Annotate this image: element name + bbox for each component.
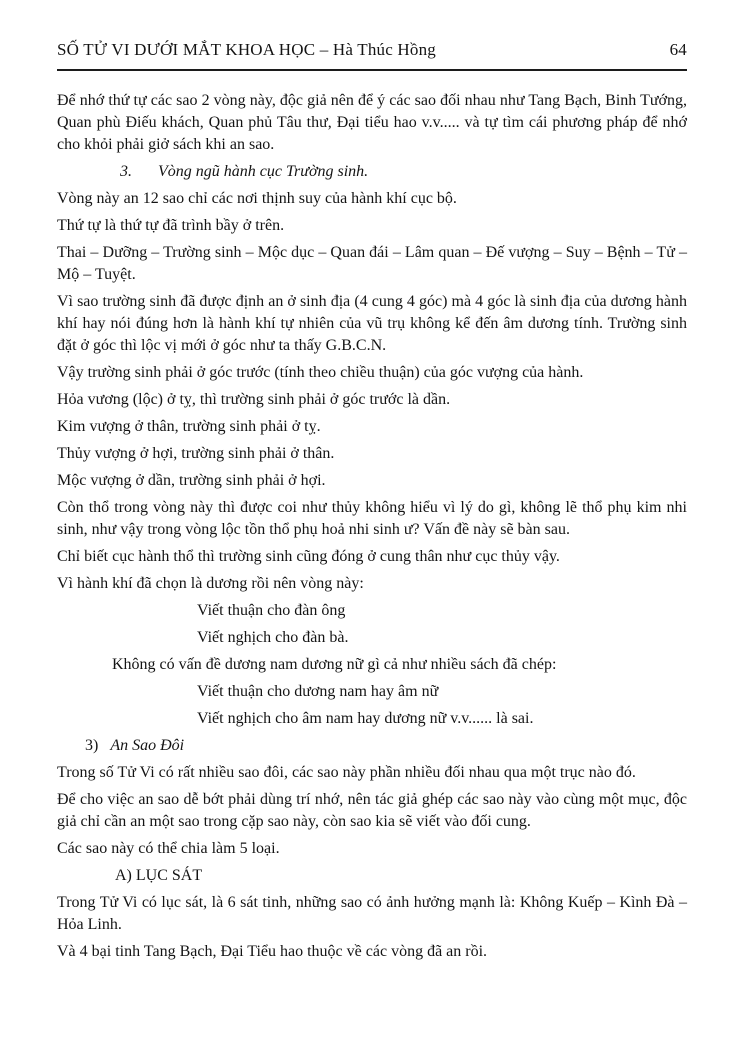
paragraph-indented: Không có vấn đề dương nam dương nữ gì cả như nhiều sách đã chép:	[112, 656, 557, 673]
paragraph: Mộc vượng ở dần, trường sinh phải ở hợi.	[57, 472, 326, 489]
section-number: 3)	[85, 737, 99, 754]
running-header	[57, 40, 687, 71]
paragraph: Hỏa vương (lộc) ở tỵ, thì trường sinh phải ở góc trước là dần.	[57, 391, 451, 408]
paragraph: Vòng này an 12 sao chỉ các nơi thịnh suy của hành khí cục bộ.	[57, 190, 457, 207]
page-number: 64	[669, 40, 687, 59]
paragraph: Thủy vượng ở hợi, trường sinh phải ở thân.	[57, 445, 335, 462]
paragraph-intro: Để nhớ thứ tự các sao 2 vòng này, độc giả nên để ý các sao đối nhau như Tang Bạch, Binh Tướng, Quan phù Điếu khách, Quan phủ Tâu thư, Đại tiểu hao v.v..... và tự tìm cái phương pháp để nhớ cho khỏi phải giở sách khi an sao.	[57, 92, 687, 153]
paragraph: Chỉ biết cục hành thổ thì trường sinh cũng đóng ở cung thân như cục thủy vậy.	[57, 548, 560, 565]
section-title: An Sao Đôi	[110, 737, 185, 754]
paragraph: Để cho việc an sao dễ bớt phải dùng trí nhớ, nên tác giả ghép các sao này vào cùng một mục, độc giả chỉ cần an một sao trong cặp sao này, còn sao kia sẽ viết vào đối cung.	[57, 791, 687, 830]
section-heading-luc-sat: A) LỤC SÁT	[115, 867, 203, 884]
paragraph: Trong số Tử Vi có rất nhiều sao đôi, các sao này phần nhiều đối nhau qua một trục nào đó.	[57, 764, 636, 781]
paragraph: Trong Tử Vi có lục sát, là 6 sát tinh, những sao có ảnh hưởng mạnh là: Không Kuếp – Kình Đà – Hỏa Linh.	[57, 894, 687, 933]
page-body	[57, 71, 687, 963]
section-title: Vòng ngũ hành cục Trường sinh.	[158, 163, 369, 180]
rule-line: Viết thuận cho đàn ông	[197, 602, 346, 619]
rule-line: Viết nghịch cho âm nam hay dương nữ v.v...... là sai.	[197, 710, 534, 727]
paragraph: Kim vượng ở thân, trường sinh phải ở tỵ.	[57, 418, 321, 435]
section-number: 3.	[120, 163, 132, 180]
paragraph-star-sequence: Thai – Dưỡng – Trường sinh – Mộc dục – Quan đái – Lâm quan – Đế vượng – Suy – Bệnh – Tử – Mộ – Tuyệt.	[57, 244, 687, 283]
paragraph: Còn thổ trong vòng này thì được coi như thủy không hiểu vì lý do gì, không lẽ thổ phụ kim nhi sinh, như vậy trong vòng lộc tồn thổ phụ hoả nhi sinh ư? Vấn đề này sẽ bàn sau.	[57, 499, 687, 538]
book-title: SỐ TỬ VI DƯỚI MẮT KHOA HỌC – Hà Thúc Hồng	[57, 40, 436, 59]
paragraph: Các sao này có thể chia làm 5 loại.	[57, 840, 280, 857]
rule-line: Viết thuận cho dương nam hay âm nữ	[197, 683, 439, 700]
paragraph: Thứ tự là thứ tự đã trình bầy ở trên.	[57, 217, 285, 234]
paragraph: Vì hành khí đã chọn là dương rồi nên vòng này:	[57, 575, 364, 592]
rule-line: Viết nghịch cho đàn bà.	[197, 629, 349, 646]
paragraph: Vì sao trường sinh đã được định an ở sinh địa (4 cung 4 góc) mà 4 góc là sinh địa của dương hành khí hay nói đúng hơn là hành khí tự nhiên của vũ trụ không kể đến âm dương tính. Trường sinh đặt ở góc thì lộc vị mới ở góc như ta thấy G.B.C.N.	[57, 293, 687, 354]
paragraph: Vậy trường sinh phải ở góc trước (tính theo chiều thuận) của góc vượng của hành.	[57, 364, 584, 381]
section-heading-truong-sinh	[57, 161, 687, 183]
section-heading-an-sao-doi	[57, 735, 687, 757]
paragraph: Và 4 bại tinh Tang Bạch, Đại Tiểu hao thuộc về các vòng đã an rồi.	[57, 943, 488, 960]
